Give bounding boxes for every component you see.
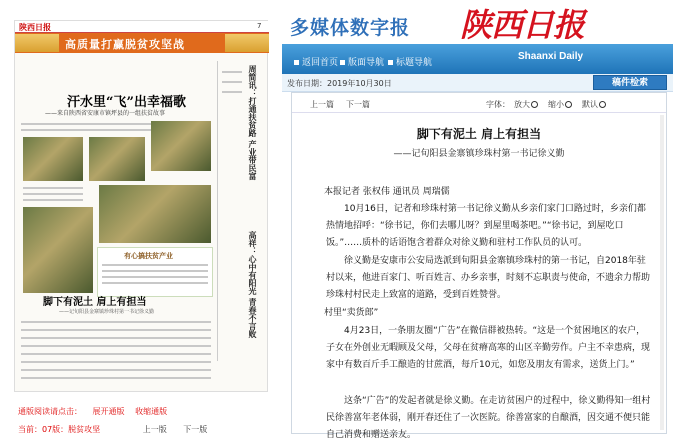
paper-vertical-title: 周简讯：打通扶贫路 产业带民富 [248, 65, 258, 180]
text-line [102, 276, 208, 278]
scrollbar[interactable] [660, 115, 664, 430]
text-line [21, 369, 211, 371]
main-nav [282, 44, 673, 74]
expand-spread-link[interactable]: 展开通版 [92, 407, 125, 416]
paper-main-article[interactable] [15, 61, 215, 291]
paper-photo [23, 137, 83, 181]
article-title: 脚下有泥土 肩上有担当 [416, 127, 542, 141]
paper-logo: 陕西日报 [19, 22, 51, 32]
publish-date: 发布日期：2019年10月30日 [287, 79, 392, 88]
article-paragraph: 4月23日，一条朋友圈“广告”在微信群被热转。“这是一个贫困地区的农户，子女在外创业无暇顾及父母，父母在贫瘠高寒的山区辛勤劳作。户主不幸患病，现家中有数百斤手工酿造的甘蔗酒，每斤10元，如您及朋友有需求，送货上门。” [326, 326, 651, 370]
text-line [222, 91, 242, 93]
paper-photo [23, 207, 93, 293]
text-line [21, 345, 211, 347]
text-line [21, 321, 211, 323]
page-navigation [18, 424, 207, 435]
nav-home-label: 返回首页 [302, 58, 339, 68]
article-paragraph: 徐义勤是安康市公安局选派到旬阳县金寨镇珍珠村的第一书记，自2018年驻村以来，他进百家门、听百姓言、办乡亲事，时刻不忘职责与使命，不遗余力帮助珍珠村村民走上致富的道路，受到百姓赞誉。 [326, 256, 651, 300]
square-bullet-icon [294, 60, 299, 65]
font-default-option[interactable] [582, 99, 606, 110]
newspaper-page-image[interactable] [14, 20, 268, 392]
paper-bottom-subtitle: ——记旬阳县金寨镇珍珠村第一书记徐义勤 [59, 309, 155, 315]
paper-photo [89, 137, 145, 181]
article-search-button[interactable]: 稿件检索 [593, 75, 667, 90]
article-panel [291, 92, 667, 440]
article-paragraph: 这条“广告”的发起者就是徐义勤。在走访贫困户的过程中，徐义勤得知一组村民徐善富年老体弱，刚开春还住了一次医院。徐善富家的自酿酒，因交通不便只能自己消费和赠送亲友。 [326, 396, 651, 440]
nav-titles[interactable] [388, 55, 432, 68]
spread-links [18, 406, 175, 417]
paper-right-column[interactable] [217, 61, 269, 361]
text-line [102, 264, 208, 266]
text-line [21, 361, 211, 363]
font-size-label: 字体： [486, 100, 510, 109]
banner-art-right [225, 34, 269, 52]
paper-main-title: 汗水里“飞”出幸福歌 [67, 95, 186, 110]
site-title: 多媒体数字报 [290, 17, 411, 39]
masthead-logo[interactable]: 陕西日报 [460, 6, 585, 44]
article-byline: 本报记者 张权伟 通讯员 周瑞儒 [324, 187, 450, 197]
text-line [21, 377, 211, 379]
nav-home[interactable] [294, 55, 338, 68]
masthead-english: Shaanxi Daily [518, 51, 584, 62]
text-line [23, 199, 83, 201]
article-section-heading: 村里“卖货郎” [324, 308, 379, 318]
font-enlarge-label: 放大 [514, 100, 530, 109]
next-article-link[interactable]: 下一篇 [346, 100, 370, 109]
text-line [23, 187, 83, 189]
prev-page-link[interactable]: 上一版 [142, 425, 167, 434]
radio-icon[interactable] [531, 101, 538, 108]
article-paragraph: 10月16日，记者和珍珠村第一书记徐义勤从乡亲们家门口路过时，乡亲们都热情地招呼：“徐书记，你们去哪儿呀？到屋里喝茶吧。”“徐书记，到屋吃口饭。”……质朴的话语饱含着群众对徐义勤和驻村工作队员的认可。 [326, 204, 646, 248]
collapse-spread-link[interactable]: 收缩通版 [135, 407, 168, 416]
radio-icon[interactable] [565, 101, 572, 108]
current-page-label: 当前：07版：脱贫攻坚 [18, 425, 101, 434]
prev-article-link[interactable]: 上一篇 [310, 100, 334, 109]
radio-icon[interactable] [599, 101, 606, 108]
square-bullet-icon [340, 60, 345, 65]
text-line [102, 270, 208, 272]
font-default-label: 默认 [582, 100, 598, 109]
article-subtitle: ——记旬阳县金寨镇珍珠村第一书记徐义勤 [393, 149, 565, 159]
nav-layout[interactable] [340, 55, 384, 68]
paper-header [15, 21, 269, 33]
date-bar [282, 74, 673, 92]
paper-page-number: 7 [257, 22, 262, 30]
paper-vertical-title: 高祥：心中有阳光 青春不言败 [248, 231, 258, 338]
spread-label: 通版阅读请点击： [18, 407, 82, 416]
text-line [21, 329, 211, 331]
text-line [23, 193, 83, 195]
paper-inner-box-title: 有心搞扶贫产业 [124, 252, 173, 260]
text-line [222, 71, 242, 73]
font-shrink-option[interactable] [548, 99, 572, 110]
next-page-link[interactable]: 下一版 [183, 425, 208, 434]
text-line [102, 282, 208, 284]
paper-photo [99, 185, 211, 243]
nav-layout-label: 版面导航 [348, 58, 385, 68]
font-shrink-label: 缩小 [548, 100, 564, 109]
nav-titles-label: 标题导航 [396, 58, 433, 68]
page-thumbnail-panel [0, 0, 282, 434]
text-line [222, 81, 242, 83]
font-enlarge-option[interactable] [514, 99, 538, 110]
paper-inner-box [97, 247, 213, 297]
article-toolbar [292, 93, 666, 113]
paper-photo [151, 121, 211, 171]
paper-main-subtitle: ——来自陕西省安康市镇坪县的一组扶贫故事 [45, 110, 166, 117]
paper-bottom-title[interactable]: 脚下有泥土 肩上有担当 [43, 297, 147, 308]
banner-art-left [15, 34, 59, 52]
text-line [21, 353, 211, 355]
square-bullet-icon [388, 60, 393, 65]
paper-banner-text: 高质量打赢脱贫攻坚战 [65, 38, 185, 51]
site-header [282, 0, 673, 44]
text-line [21, 337, 211, 339]
